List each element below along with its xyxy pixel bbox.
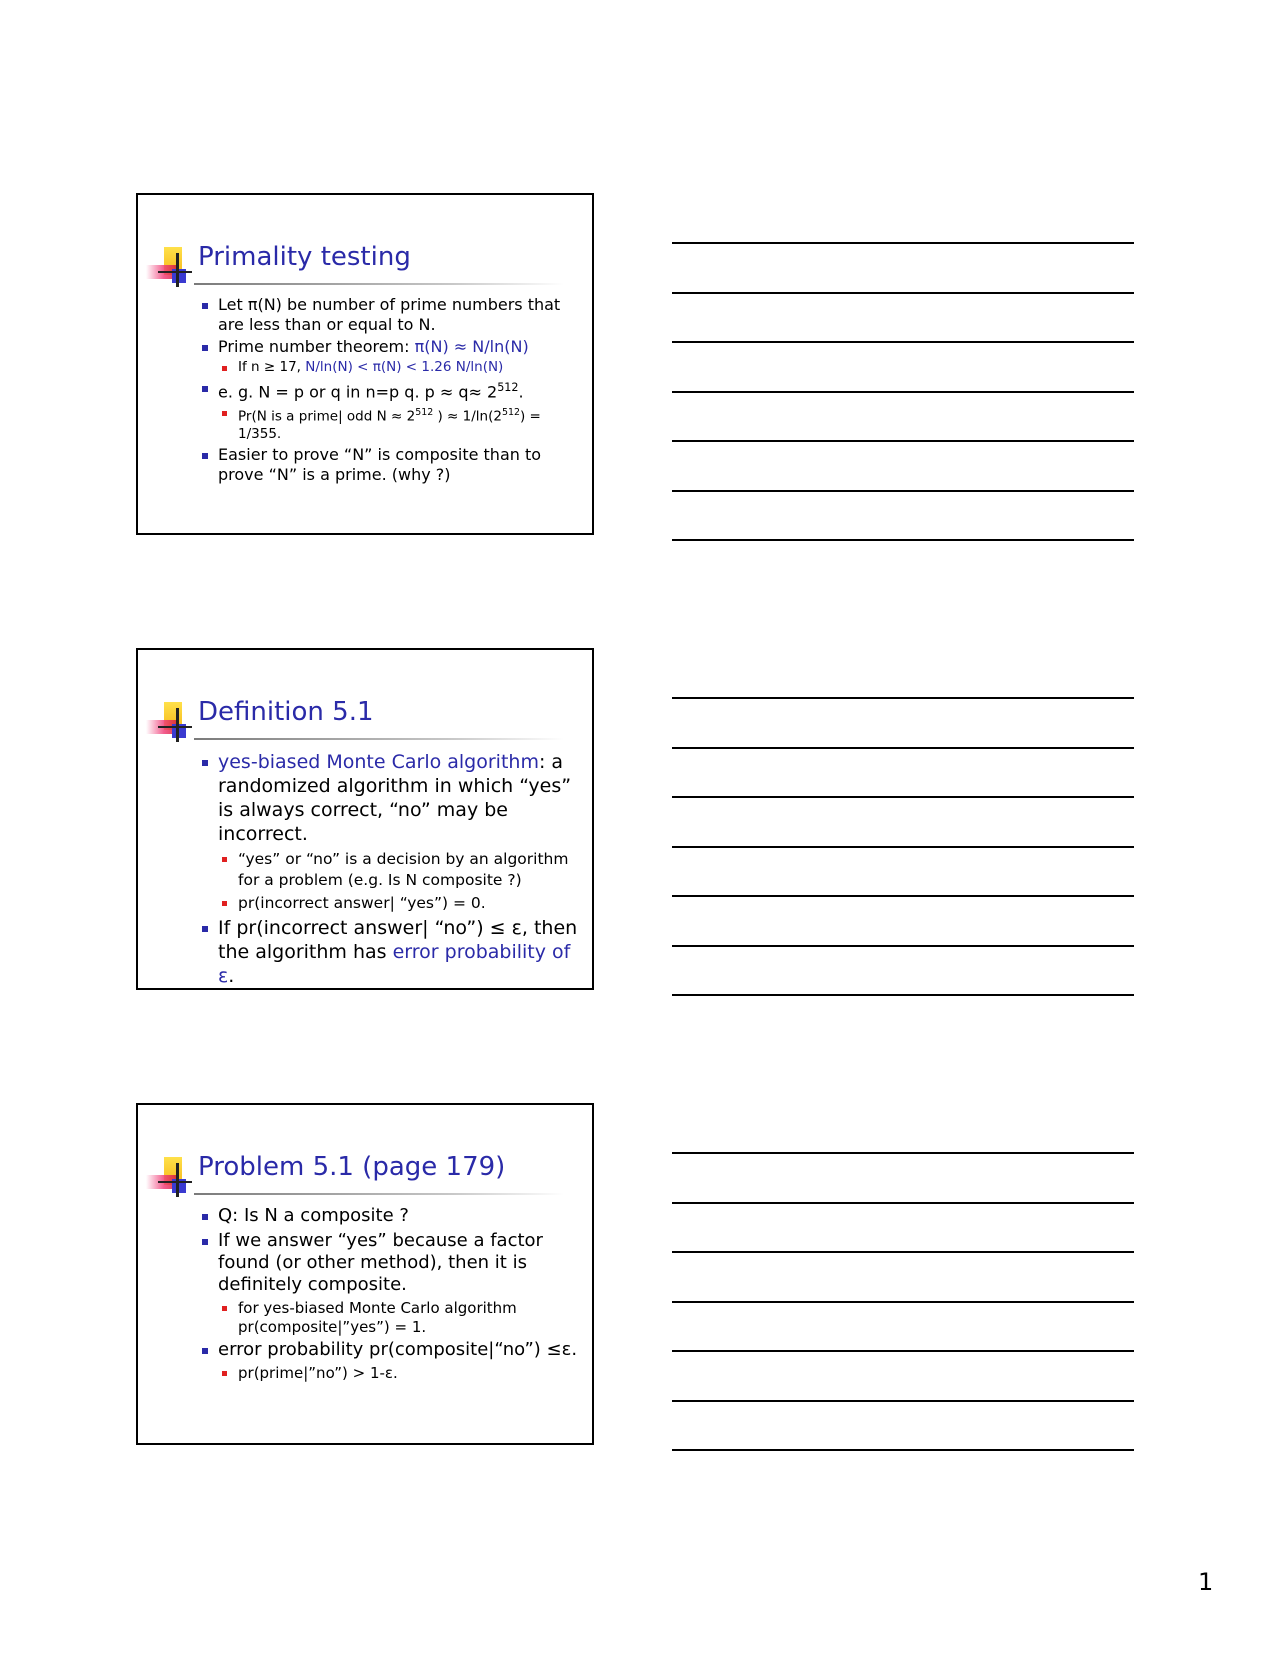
note-line: [672, 1152, 1134, 1154]
note-line: [672, 846, 1134, 848]
bullet-item: [202, 916, 578, 988]
sub-bullet-item: [202, 849, 578, 891]
note-line: [672, 391, 1134, 393]
title-underline: [194, 1193, 564, 1195]
note-line: [672, 1400, 1134, 1402]
bullet-text: If n ≥ 17,: [238, 359, 306, 375]
bullet-text: .: [518, 382, 524, 402]
sub-bullet-item: [202, 404, 578, 443]
note-line: [672, 1251, 1134, 1253]
note-line: [672, 242, 1134, 244]
note-line: [672, 747, 1134, 749]
bullet-text: Q: Is N a composite ?: [218, 1205, 409, 1226]
bullet-text: .: [228, 965, 235, 987]
slide-bullet-logo-icon: [146, 1155, 190, 1197]
slide-title: Problem 5.1 (page 179): [198, 1152, 506, 1182]
bullet-text: If pr(incorrect answer| “no”) ≤ ε, then the algorithm has: [218, 917, 578, 963]
bullet-text: Prime number theorem:: [218, 337, 415, 356]
bullet-text: “yes” or “no” is a decision by an algorithm for a problem (e.g. Is N composite ?): [238, 850, 569, 889]
sub-bullet-item: [202, 1364, 578, 1383]
note-line: [672, 1202, 1134, 1204]
slide-bullet-logo-icon: [146, 245, 190, 287]
sub-bullet-item: [202, 893, 578, 914]
bullet-text: for yes-biased Monte Carlo algorithm pr(composite|”yes”) = 1.: [238, 1299, 517, 1336]
bullet-text: pr(incorrect answer| “yes”) = 0.: [238, 894, 486, 912]
bullet-item: [202, 378, 578, 402]
slide-problem: [136, 1103, 594, 1445]
note-line: [672, 1301, 1134, 1303]
bullet-text: yes-biased Monte Carlo algorithm: [218, 751, 539, 773]
title-underline: [194, 738, 564, 740]
superscript: 512: [415, 407, 434, 419]
bullet-text: ) ≈ 1/ln(2: [433, 408, 502, 425]
superscript: 512: [501, 407, 520, 419]
note-line: [672, 341, 1134, 343]
note-line: [672, 895, 1134, 897]
sub-bullet-item: [202, 359, 578, 376]
slide-title: Definition 5.1: [198, 697, 374, 727]
note-line: [672, 292, 1134, 294]
bullet-text: : a randomized algorithm in which “yes” is always correct, “no” may be incorrect.: [218, 751, 572, 845]
note-line: [672, 1350, 1134, 1352]
sub-bullet-item: [202, 1299, 578, 1337]
note-line: [672, 697, 1134, 699]
bullet-text: error probability of ε: [218, 941, 571, 987]
superscript: 512: [497, 381, 519, 394]
note-line: [672, 440, 1134, 442]
note-line: [672, 1449, 1134, 1451]
note-line: [672, 994, 1134, 996]
bullet-item: [202, 1205, 578, 1227]
bullet-item: [202, 1230, 578, 1296]
note-line: [672, 539, 1134, 541]
slide-bullet-logo-icon: [146, 700, 190, 742]
note-line: [672, 945, 1134, 947]
page-number: 1: [1198, 1568, 1214, 1596]
bullet-text: e. g. N = p or q in n=p q. p ≈ q≈ 2: [218, 382, 498, 402]
bullet-item: [202, 1339, 578, 1361]
bullet-text: Pr(N is a prime| odd N ≈ 2: [238, 408, 416, 425]
bullet-list: [202, 295, 578, 487]
slide-definition: [136, 648, 594, 990]
bullet-text: Easier to prove “N” is composite than to prove “N” is a prime. (why ?): [218, 444, 542, 484]
bullet-item: [202, 750, 578, 846]
bullet-text: π(N) ≈ N/ln(N): [414, 337, 529, 356]
title-underline: [194, 283, 564, 285]
bullet-item: [202, 295, 578, 335]
bullet-text: error probability pr(composite|“no”) ≤ε.: [218, 1339, 578, 1360]
bullet-text: N/ln(N) < π(N) < 1.26 N/ln(N): [305, 359, 504, 375]
bullet-text: pr(prime|”no”) > 1-ε.: [238, 1364, 398, 1382]
bullet-text: ) = 1/355.: [238, 408, 541, 442]
bullet-text: Let π(N) be number of prime numbers that are less than or equal to N.: [218, 295, 561, 334]
bullet-item: [202, 445, 578, 485]
bullet-list: [202, 1205, 578, 1385]
slide-primality-testing: [136, 193, 594, 535]
note-line: [672, 796, 1134, 798]
bullet-item: [202, 337, 578, 357]
note-line: [672, 490, 1134, 492]
slide-title: Primality testing: [198, 242, 411, 272]
bullet-text: If we answer “yes” because a factor found (or other method), then it is definitely composite.: [218, 1230, 543, 1295]
bullet-list: [202, 750, 578, 991]
